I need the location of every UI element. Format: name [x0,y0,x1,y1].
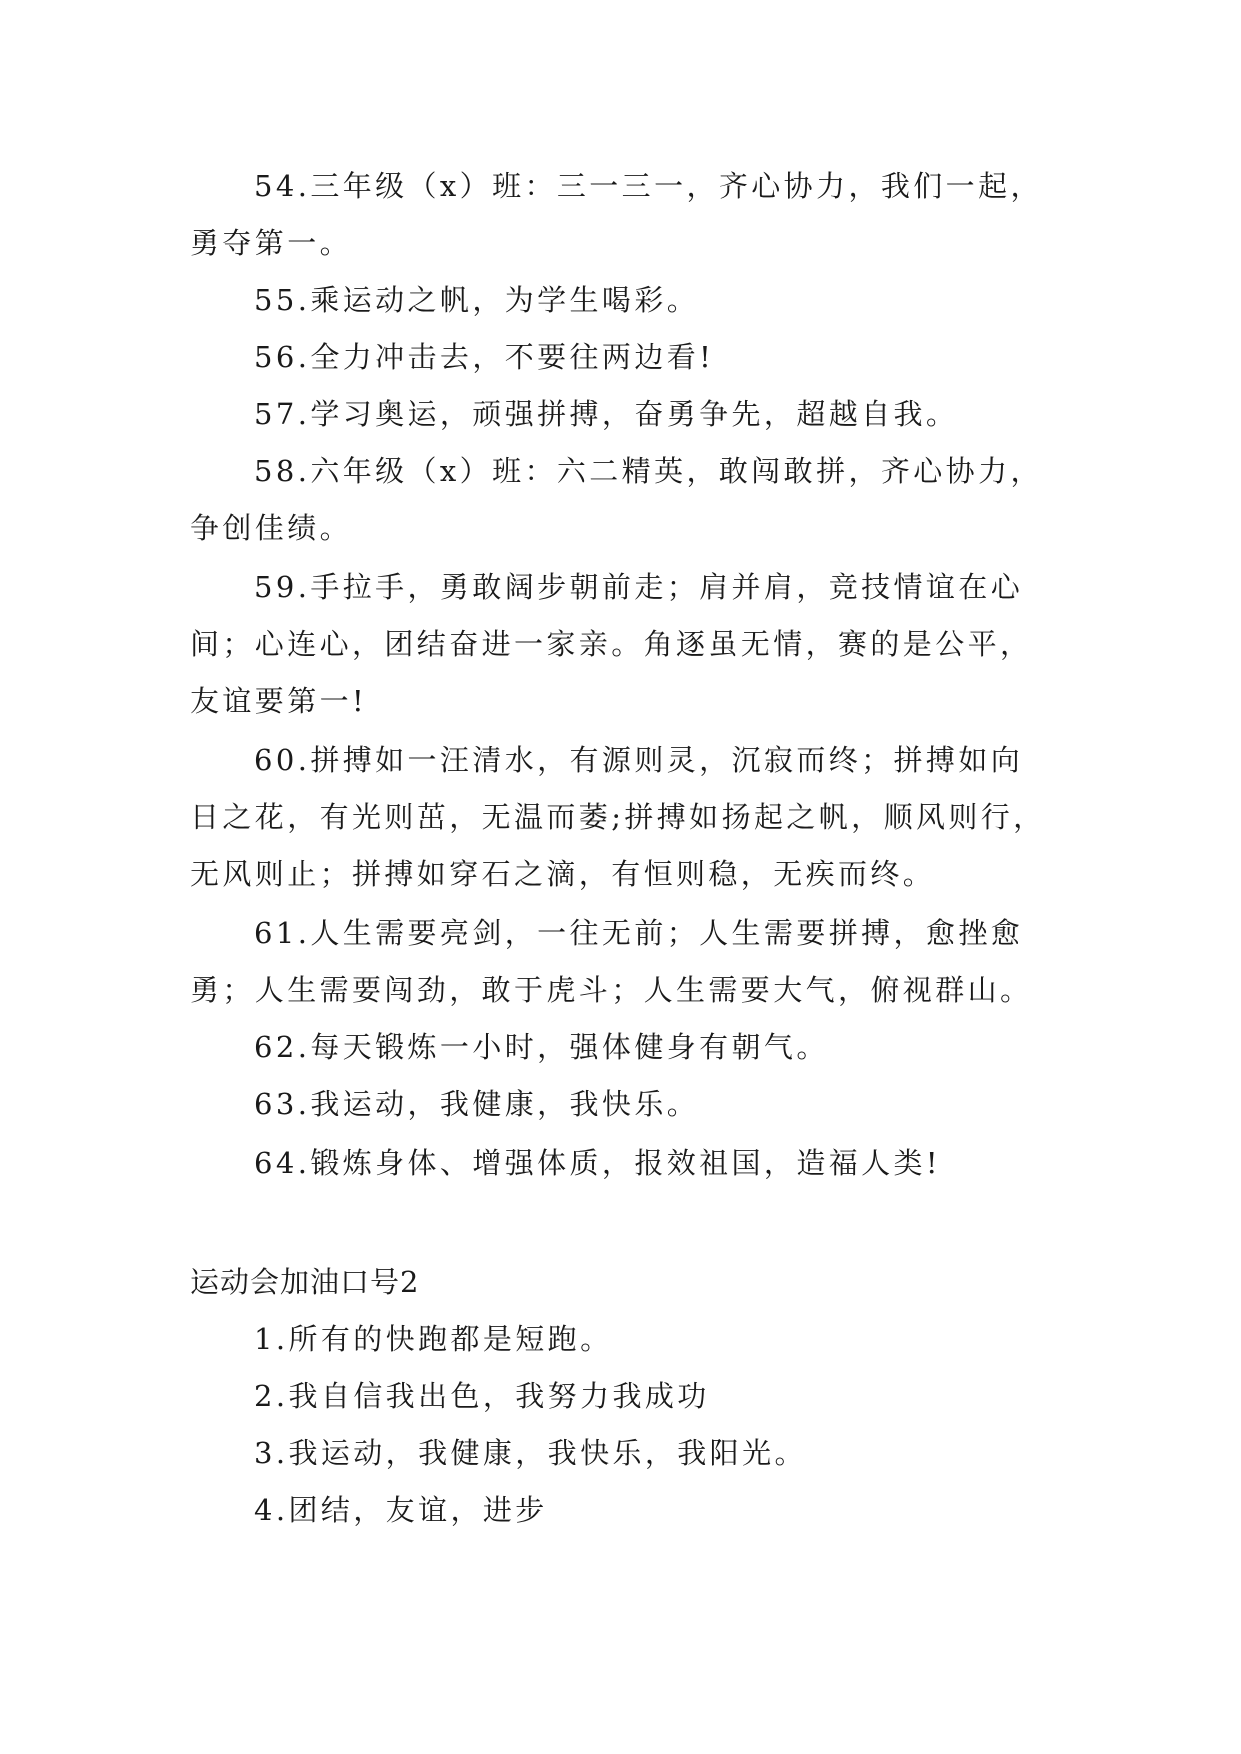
text-line: 日之花，有光则茁，无温而萎;拼搏如扬起之帆，顺风则行， [190,800,1046,834]
text-line: 勇；人生需要闯劲，敢于虎斗；人生需要大气，俯视群山。 [190,973,1033,1007]
text-line: 4.团结，友谊，进步 [254,1493,548,1527]
text-line: 64.锻炼身体、增强体质，报效祖国，造福人类! [254,1146,941,1180]
text-line: 友谊要第一! [190,684,368,718]
text-line: 62.每天锻炼一小时，强体健身有朝气。 [254,1030,829,1064]
text-line: 3.我运动，我健康，我快乐，我阳光。 [254,1436,807,1470]
section-heading: 运动会加油口号2 [190,1265,420,1299]
text-line: 57.学习奥运，顽强拼搏，奋勇争先，超越自我。 [254,397,959,431]
text-line: 间；心连心，团结奋进一家亲。角逐虽无情，赛的是公平， [190,627,1033,661]
text-line: 54.三年级（x）班：三一三一，齐心协力，我们一起， [254,169,1043,203]
text-line: 争创佳绩。 [190,511,353,545]
text-line: 56.全力冲击去，不要往两边看! [254,340,715,374]
text-line: 63.我运动，我健康，我快乐。 [254,1087,700,1121]
text-line: 2.我自信我出色，我努力我成功 [254,1379,710,1413]
text-line: 1.所有的快跑都是短跑。 [254,1322,613,1356]
text-line: 无风则止；拼搏如穿石之滴，有恒则稳，无疾而终。 [190,857,936,891]
text-line: 61.人生需要亮剑，一往无前；人生需要拼搏，愈挫愈 [254,916,1024,950]
text-line: 58.六年级（x）班：六二精英，敢闯敢拼，齐心协力， [254,454,1043,488]
text-line: 59.手拉手，勇敢阔步朝前走；肩并肩，竞技情谊在心 [254,570,1024,604]
text-line: 60.拼搏如一汪清水，有源则灵，沉寂而终；拼搏如向 [254,743,1024,777]
text-line: 勇夺第一。 [190,226,353,260]
text-line: 55.乘运动之帆，为学生喝彩。 [254,283,700,317]
